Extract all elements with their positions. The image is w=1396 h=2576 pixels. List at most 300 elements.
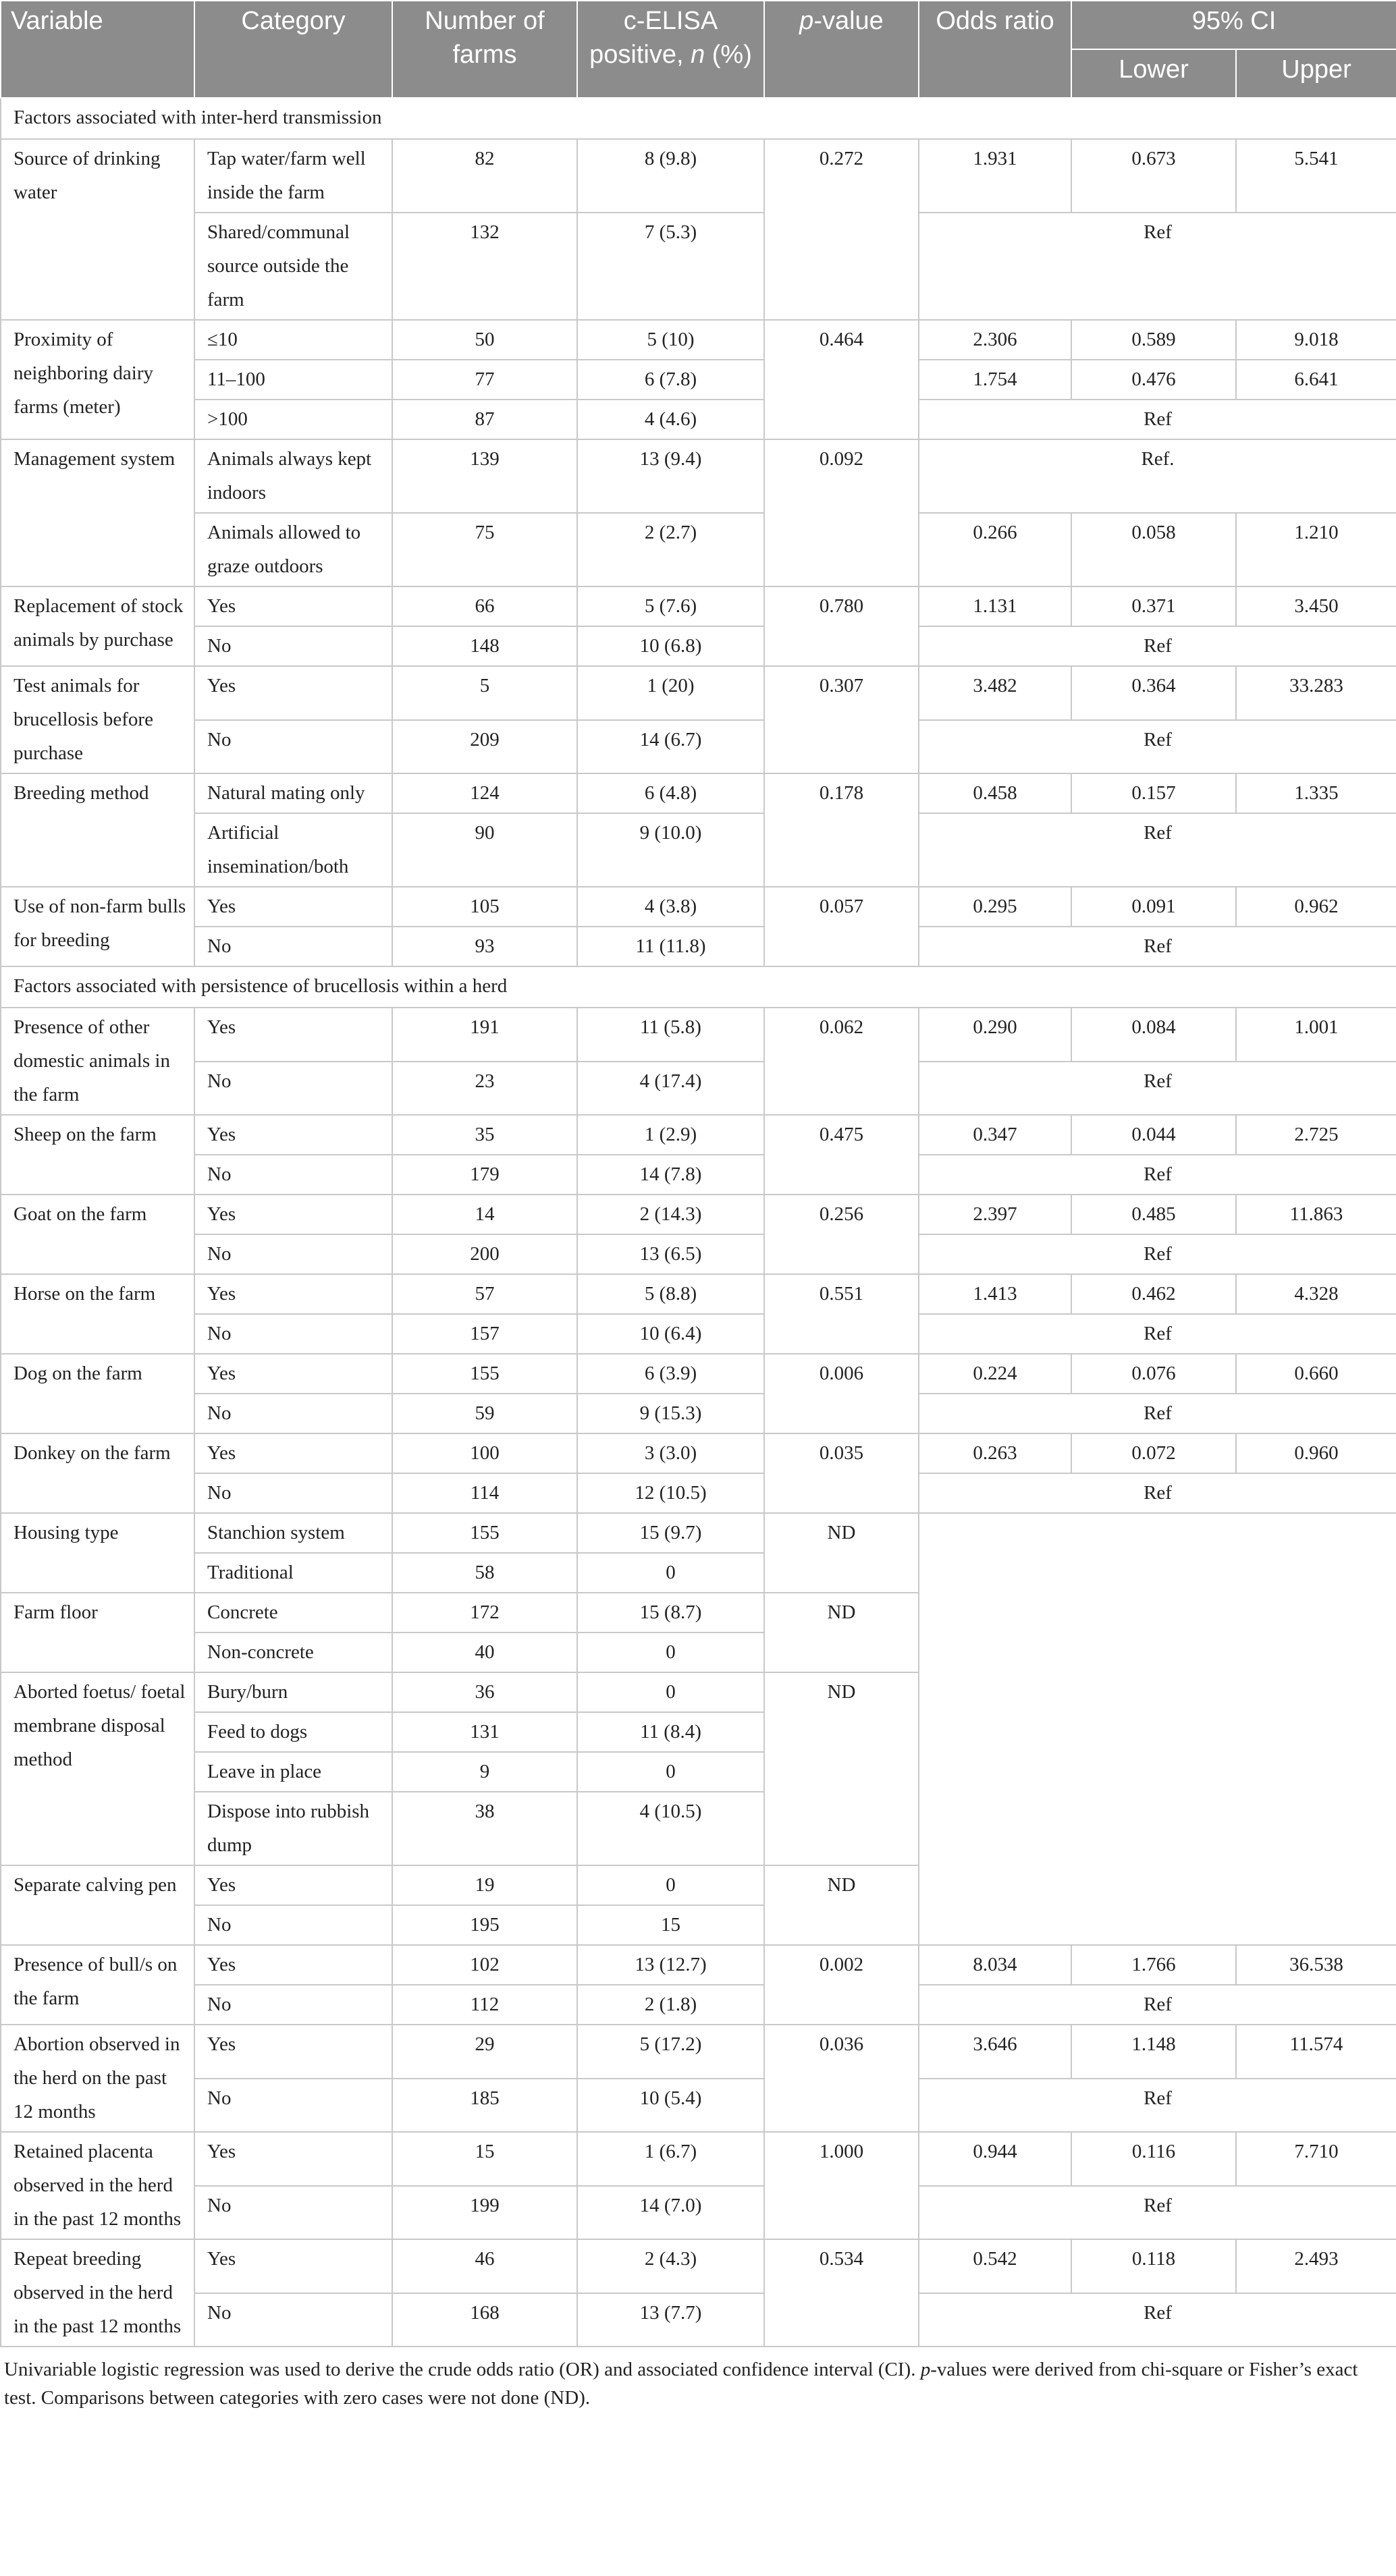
table-row: [1, 666, 1396, 720]
p-value-cell: 1.000: [764, 2132, 919, 2239]
variable-name: Presence of bull/s on the farm: [1, 1945, 194, 2025]
section-header-row: [1, 98, 1396, 139]
header-category: Category: [194, 1, 392, 98]
category-cell: Yes: [194, 1274, 392, 1314]
category-cell: Animals allowed to graze outdoors: [194, 513, 392, 586]
variable-name: Source of drinking water: [1, 139, 194, 320]
odds-ratio-cell: 0.290: [919, 1008, 1071, 1062]
variable-name: Test animals for brucellosis before purchase: [1, 666, 194, 773]
farms-count-cell: 46: [392, 2239, 577, 2293]
odds-ratio-cell: 0.263: [919, 1433, 1071, 1473]
celisa-positive-cell: 0: [577, 1553, 764, 1593]
farms-count-cell: 168: [392, 2293, 577, 2347]
farms-count-cell: 87: [392, 400, 577, 439]
variable-name: Repeat breeding observed in the herd in the past 12 months: [1, 2239, 194, 2347]
header-variable: Variable: [1, 1, 194, 98]
p-value-cell: 0.062: [764, 1008, 919, 1115]
category-cell: >100: [194, 400, 392, 439]
ci-lower-cell: 0.118: [1071, 2239, 1236, 2293]
celisa-positive-cell: 0: [577, 1865, 764, 1905]
table-row: [1, 1945, 1396, 1985]
farms-count-cell: 38: [392, 1792, 577, 1865]
reference-cell: Ref: [919, 2186, 1396, 2240]
celisa-positive-cell: 6 (4.8): [577, 773, 764, 813]
category-cell: No: [194, 1985, 392, 2025]
celisa-positive-cell: 10 (6.8): [577, 626, 764, 666]
category-cell: No: [194, 1062, 392, 1116]
farms-count-cell: 155: [392, 1513, 577, 1553]
p-value-cell: 0.035: [764, 1433, 919, 1513]
celisa-positive-cell: 0: [577, 1633, 764, 1672]
reference-cell: Ref: [919, 1985, 1396, 2025]
ci-lower-cell: 0.673: [1071, 139, 1236, 213]
farms-count-cell: 58: [392, 1553, 577, 1593]
ci-lower-cell: 0.058: [1071, 513, 1236, 586]
ci-lower-cell: 0.084: [1071, 1008, 1236, 1062]
farms-count-cell: 195: [392, 1905, 577, 1945]
category-cell: Traditional: [194, 1553, 392, 1593]
table-row: [1, 887, 1396, 927]
farms-count-cell: 77: [392, 360, 577, 400]
farms-count-cell: 114: [392, 1473, 577, 1513]
odds-ratio-cell: 0.266: [919, 513, 1071, 586]
celisa-positive-cell: 4 (3.8): [577, 887, 764, 927]
odds-ratio-cell: 1.413: [919, 1274, 1071, 1314]
ci-upper-cell: 1.210: [1236, 513, 1396, 586]
farms-count-cell: 57: [392, 1274, 577, 1314]
odds-ratio-cell: 1.754: [919, 360, 1071, 400]
ci-upper-cell: 7.710: [1236, 2132, 1396, 2186]
table-row: [1, 1008, 1396, 1062]
table-row: [1, 1394, 1396, 1433]
table-row: [1, 1473, 1396, 1513]
variable-name: Goat on the farm: [1, 1195, 194, 1274]
category-cell: Leave in place: [194, 1752, 392, 1792]
odds-ratio-cell: 8.034: [919, 1945, 1071, 1985]
celisa-positive-cell: 10 (5.4): [577, 2079, 764, 2133]
p-value-cell: 0.178: [764, 773, 919, 887]
ci-lower-cell: 1.766: [1071, 1945, 1236, 1985]
section-title: Factors associated with inter-herd transmission: [1, 98, 1396, 139]
ci-upper-cell: 1.001: [1236, 1008, 1396, 1062]
category-cell: 11–100: [194, 360, 392, 400]
odds-ratio-cell: 2.397: [919, 1195, 1071, 1234]
category-cell: Yes: [194, 1433, 392, 1473]
table-row: [1, 586, 1396, 626]
p-value-cell: 0.534: [764, 2239, 919, 2347]
ci-upper-cell: 2.493: [1236, 2239, 1396, 2293]
farms-count-cell: 199: [392, 2186, 577, 2240]
farms-count-cell: 5: [392, 666, 577, 720]
odds-ratio-cell: 0.458: [919, 773, 1071, 813]
celisa-positive-cell: 3 (3.0): [577, 1433, 764, 1473]
ci-lower-cell: 0.485: [1071, 1195, 1236, 1234]
category-cell: Dispose into rubbish dump: [194, 1792, 392, 1865]
ci-upper-cell: 33.283: [1236, 666, 1396, 720]
celisa-positive-cell: 0: [577, 1752, 764, 1792]
table-row: [1, 513, 1396, 586]
table-row: [1, 1155, 1396, 1195]
reference-cell: Ref: [919, 1234, 1396, 1274]
odds-ratio-cell: 0.542: [919, 2239, 1071, 2293]
celisa-positive-cell: 12 (10.5): [577, 1473, 764, 1513]
table-row: [1, 1115, 1396, 1155]
farms-count-cell: 36: [392, 1672, 577, 1712]
odds-ratio-cell: 0.224: [919, 1354, 1071, 1394]
variable-name: Separate calving pen: [1, 1865, 194, 1945]
table-row: [1, 1062, 1396, 1116]
farms-count-cell: 15: [392, 2132, 577, 2186]
ci-upper-cell: 36.538: [1236, 1945, 1396, 1985]
table-row: [1, 1314, 1396, 1354]
variable-name: Breeding method: [1, 773, 194, 887]
ci-lower-cell: 0.091: [1071, 887, 1236, 927]
p-value-cell: 0.006: [764, 1354, 919, 1433]
ci-upper-cell: 0.660: [1236, 1354, 1396, 1394]
celisa-positive-cell: 5 (7.6): [577, 586, 764, 626]
celisa-positive-cell: 5 (8.8): [577, 1274, 764, 1314]
p-value-cell: 0.057: [764, 887, 919, 966]
odds-ratio-cell: 0.295: [919, 887, 1071, 927]
ci-upper-cell: 5.541: [1236, 139, 1396, 213]
table-row: [1, 2293, 1396, 2347]
table-row: [1, 1985, 1396, 2025]
table-row: [1, 626, 1396, 666]
category-cell: Yes: [194, 887, 392, 927]
farms-count-cell: 179: [392, 1155, 577, 1195]
farms-count-cell: 155: [392, 1354, 577, 1394]
table-row: [1, 213, 1396, 320]
celisa-positive-cell: 14 (6.7): [577, 720, 764, 774]
farms-count-cell: 200: [392, 1234, 577, 1274]
category-cell: Yes: [194, 2239, 392, 2293]
variable-name: Replacement of stock animals by purchase: [1, 586, 194, 666]
odds-ratio-cell: 2.306: [919, 320, 1071, 360]
table-row: [1, 139, 1396, 213]
farms-count-cell: 191: [392, 1008, 577, 1062]
reference-cell: Ref: [919, 1314, 1396, 1354]
table-row: [1, 320, 1396, 360]
category-cell: Bury/burn: [194, 1672, 392, 1712]
table-row: [1, 720, 1396, 774]
celisa-positive-cell: 2 (4.3): [577, 2239, 764, 2293]
ci-upper-cell: 0.960: [1236, 1433, 1396, 1473]
celisa-positive-cell: 13 (12.7): [577, 1945, 764, 1985]
category-cell: Yes: [194, 1354, 392, 1394]
section-header-row: [1, 966, 1396, 1008]
reference-cell: Ref: [919, 213, 1396, 320]
ci-lower-cell: 0.476: [1071, 360, 1236, 400]
table-row: [1, 1433, 1396, 1473]
celisa-positive-cell: 15 (8.7): [577, 1593, 764, 1633]
reference-cell: Ref: [919, 1155, 1396, 1195]
reference-cell: Ref: [919, 400, 1396, 439]
celisa-positive-cell: 4 (4.6): [577, 400, 764, 439]
table-row: [1, 2025, 1396, 2079]
ci-upper-cell: 11.863: [1236, 1195, 1396, 1234]
variable-name: Dog on the farm: [1, 1354, 194, 1433]
header-celisa-positive: c-ELISA positive, n (%): [577, 1, 764, 98]
category-cell: No: [194, 2079, 392, 2133]
farms-count-cell: 66: [392, 586, 577, 626]
variable-name: Donkey on the farm: [1, 1433, 194, 1513]
category-cell: Yes: [194, 2025, 392, 2079]
table-footnote: Univariable logistic regression was used to derive the crude odds ratio (OR) and associated confidence interval (CI). p-values were derived from chi-square or Fisher’s exact test. Comparisons between categories with zero cases were not done (ND).: [4, 2359, 1358, 2409]
table-body: [1, 98, 1396, 2347]
celisa-positive-cell: 5 (10): [577, 320, 764, 360]
farms-count-cell: 19: [392, 1865, 577, 1905]
celisa-positive-cell: 1 (2.9): [577, 1115, 764, 1155]
ci-lower-cell: 0.116: [1071, 2132, 1236, 2186]
p-value-cell: 0.272: [764, 139, 919, 320]
table-row: [1, 1513, 1396, 1553]
odds-ratio-cell: 0.944: [919, 2132, 1071, 2186]
category-cell: Feed to dogs: [194, 1712, 392, 1752]
variable-name: Use of non-farm bulls for breeding: [1, 887, 194, 966]
table-row: [1, 1354, 1396, 1394]
category-cell: No: [194, 1155, 392, 1195]
category-cell: Tap water/farm well inside the farm: [194, 139, 392, 213]
p-value-cell: 0.092: [764, 439, 919, 586]
table-row: [1, 2186, 1396, 2240]
reference-cell: Ref: [919, 813, 1396, 887]
category-cell: ≤10: [194, 320, 392, 360]
reference-cell: Ref.: [919, 439, 1396, 513]
ci-lower-cell: 0.371: [1071, 586, 1236, 626]
reference-cell: Ref: [919, 1062, 1396, 1116]
category-cell: Yes: [194, 666, 392, 720]
celisa-positive-cell: 6 (3.9): [577, 1354, 764, 1394]
odds-ratio-cell: 3.646: [919, 2025, 1071, 2079]
farms-count-cell: 102: [392, 1945, 577, 1985]
category-cell: Natural mating only: [194, 773, 392, 813]
odds-ratio-cell: 1.131: [919, 586, 1071, 626]
farms-count-cell: 90: [392, 813, 577, 887]
farms-count-cell: 35: [392, 1115, 577, 1155]
reference-cell: Ref: [919, 1394, 1396, 1433]
celisa-positive-cell: 0: [577, 1672, 764, 1712]
category-cell: Non-concrete: [194, 1633, 392, 1672]
celisa-positive-cell: 13 (9.4): [577, 439, 764, 513]
table-row: [1, 2132, 1396, 2186]
category-cell: No: [194, 2293, 392, 2347]
table-row: [1, 1234, 1396, 1274]
category-cell: No: [194, 1394, 392, 1433]
farms-count-cell: 172: [392, 1593, 577, 1633]
header-ci-upper: Upper: [1236, 49, 1396, 98]
ci-upper-cell: 0.962: [1236, 887, 1396, 927]
category-cell: No: [194, 927, 392, 966]
header-95-ci: 95% CI: [1071, 1, 1396, 49]
celisa-positive-cell: 9 (10.0): [577, 813, 764, 887]
odds-ratio-cell: 3.482: [919, 666, 1071, 720]
table-row: [1, 1195, 1396, 1234]
farms-count-cell: 185: [392, 2079, 577, 2133]
odds-ratio-cell: 0.347: [919, 1115, 1071, 1155]
category-cell: Yes: [194, 1195, 392, 1234]
farms-count-cell: 59: [392, 1394, 577, 1433]
farms-count-cell: 29: [392, 2025, 577, 2079]
farms-count-cell: 209: [392, 720, 577, 774]
p-value-cell: 0.036: [764, 2025, 919, 2132]
category-cell: Yes: [194, 1008, 392, 1062]
category-cell: No: [194, 1905, 392, 1945]
reference-cell: Ref: [919, 927, 1396, 966]
ci-upper-cell: 4.328: [1236, 1274, 1396, 1314]
reference-cell: Ref: [919, 2293, 1396, 2347]
table-row: [1, 1274, 1396, 1314]
farms-count-cell: 132: [392, 213, 577, 320]
ci-lower-cell: 0.462: [1071, 1274, 1236, 1314]
celisa-positive-cell: 15 (9.7): [577, 1513, 764, 1553]
celisa-positive-cell: 11 (5.8): [577, 1008, 764, 1062]
celisa-positive-cell: 2 (14.3): [577, 1195, 764, 1234]
celisa-positive-cell: 13 (7.7): [577, 2293, 764, 2347]
ci-upper-cell: 2.725: [1236, 1115, 1396, 1155]
farms-count-cell: 75: [392, 513, 577, 586]
table-row: [1, 813, 1396, 887]
reference-cell: Ref: [919, 1473, 1396, 1513]
ci-lower-cell: 0.364: [1071, 666, 1236, 720]
variable-name: Sheep on the farm: [1, 1115, 194, 1195]
category-cell: No: [194, 1473, 392, 1513]
celisa-positive-cell: 7 (5.3): [577, 213, 764, 320]
reference-cell: Ref: [919, 2079, 1396, 2133]
celisa-positive-cell: 14 (7.0): [577, 2186, 764, 2240]
variable-name: Presence of other domestic animals in the farm: [1, 1008, 194, 1115]
header-odds-ratio: Odds ratio: [919, 1, 1071, 98]
farms-count-cell: 124: [392, 773, 577, 813]
variable-name: Farm floor: [1, 1593, 194, 1672]
table-row: [1, 439, 1396, 513]
farms-count-cell: 93: [392, 927, 577, 966]
table-row: [1, 2079, 1396, 2133]
variable-name: Abortion observed in the herd on the past 12 months: [1, 2025, 194, 2132]
farms-count-cell: 131: [392, 1712, 577, 1752]
farms-count-cell: 9: [392, 1752, 577, 1792]
category-cell: No: [194, 720, 392, 774]
celisa-positive-cell: 10 (6.4): [577, 1314, 764, 1354]
p-value-cell: 0.551: [764, 1274, 919, 1354]
reference-cell: Ref: [919, 626, 1396, 666]
farms-count-cell: 40: [392, 1633, 577, 1672]
farms-count-cell: 139: [392, 439, 577, 513]
p-value-cell: 0.256: [764, 1195, 919, 1274]
p-value-cell: 0.464: [764, 320, 919, 439]
p-value-cell: ND: [764, 1865, 919, 1945]
ci-lower-cell: 0.072: [1071, 1433, 1236, 1473]
p-value-cell: ND: [764, 1672, 919, 1865]
category-cell: Artificial insemination/both: [194, 813, 392, 887]
celisa-positive-cell: 2 (2.7): [577, 513, 764, 586]
header-ci-lower: Lower: [1071, 49, 1236, 98]
ci-upper-cell: 6.641: [1236, 360, 1396, 400]
category-cell: Yes: [194, 1945, 392, 1985]
odds-ratio-cell: 1.931: [919, 139, 1071, 213]
category-cell: Animals always kept indoors: [194, 439, 392, 513]
farms-count-cell: 100: [392, 1433, 577, 1473]
farms-count-cell: 157: [392, 1314, 577, 1354]
celisa-positive-cell: 4 (10.5): [577, 1792, 764, 1865]
category-cell: Yes: [194, 586, 392, 626]
category-cell: No: [194, 626, 392, 666]
variable-name: Aborted foetus/ foetal membrane disposal method: [1, 1672, 194, 1865]
category-cell: Yes: [194, 2132, 392, 2186]
ci-upper-cell: 3.450: [1236, 586, 1396, 626]
variable-name: Proximity of neighboring dairy farms (meter): [1, 320, 194, 439]
celisa-positive-cell: 1 (6.7): [577, 2132, 764, 2186]
ci-upper-cell: 1.335: [1236, 773, 1396, 813]
celisa-positive-cell: 8 (9.8): [577, 139, 764, 213]
table-row: [1, 360, 1396, 400]
category-cell: Stanchion system: [194, 1513, 392, 1553]
ci-lower-cell: 0.044: [1071, 1115, 1236, 1155]
table-row: [1, 927, 1396, 966]
celisa-positive-cell: 9 (15.3): [577, 1394, 764, 1433]
category-cell: No: [194, 1314, 392, 1354]
farms-count-cell: 105: [392, 887, 577, 927]
p-value-cell: ND: [764, 1513, 919, 1593]
ci-lower-cell: 0.076: [1071, 1354, 1236, 1394]
variable-name: Retained placenta observed in the herd in the past 12 months: [1, 2132, 194, 2239]
p-value-cell: ND: [764, 1593, 919, 1672]
p-value-cell: 0.002: [764, 1945, 919, 2025]
category-cell: Yes: [194, 1865, 392, 1905]
category-cell: No: [194, 2186, 392, 2240]
category-cell: No: [194, 1234, 392, 1274]
ci-upper-cell: 11.574: [1236, 2025, 1396, 2079]
celisa-positive-cell: 15: [577, 1905, 764, 1945]
celisa-positive-cell: 11 (11.8): [577, 927, 764, 966]
celisa-positive-cell: 11 (8.4): [577, 1712, 764, 1752]
farms-count-cell: 23: [392, 1062, 577, 1116]
table-row: [1, 2239, 1396, 2293]
table-row: [1, 400, 1396, 439]
celisa-positive-cell: 1 (20): [577, 666, 764, 720]
ci-lower-cell: 0.157: [1071, 773, 1236, 813]
reference-cell: Ref: [919, 720, 1396, 774]
farms-count-cell: 14: [392, 1195, 577, 1234]
celisa-positive-cell: 5 (17.2): [577, 2025, 764, 2079]
p-value-cell: 0.780: [764, 586, 919, 666]
p-value-cell: 0.307: [764, 666, 919, 773]
p-value-cell: 0.475: [764, 1115, 919, 1195]
farms-count-cell: 50: [392, 320, 577, 360]
celisa-positive-cell: 14 (7.8): [577, 1155, 764, 1195]
variable-name: Horse on the farm: [1, 1274, 194, 1354]
celisa-positive-cell: 4 (17.4): [577, 1062, 764, 1116]
header-number-of-farms: Number of farms: [392, 1, 577, 98]
celisa-positive-cell: 6 (7.8): [577, 360, 764, 400]
farms-count-cell: 82: [392, 139, 577, 213]
variable-name: Housing type: [1, 1513, 194, 1593]
category-cell: Yes: [194, 1115, 392, 1155]
farms-count-cell: 112: [392, 1985, 577, 2025]
category-cell: Concrete: [194, 1593, 392, 1633]
variable-name: Management system: [1, 439, 194, 586]
table-header: [1, 1, 1396, 98]
not-done-blank-area: [919, 1513, 1396, 1945]
celisa-positive-cell: 13 (6.5): [577, 1234, 764, 1274]
ci-lower-cell: 0.589: [1071, 320, 1236, 360]
table-row: [1, 773, 1396, 813]
header-p-value: p-value: [764, 1, 919, 98]
ci-lower-cell: 1.148: [1071, 2025, 1236, 2079]
farms-count-cell: 148: [392, 626, 577, 666]
section-title: Factors associated with persistence of brucellosis within a herd: [1, 966, 1396, 1008]
ci-upper-cell: 9.018: [1236, 320, 1396, 360]
celisa-positive-cell: 2 (1.8): [577, 1985, 764, 2025]
